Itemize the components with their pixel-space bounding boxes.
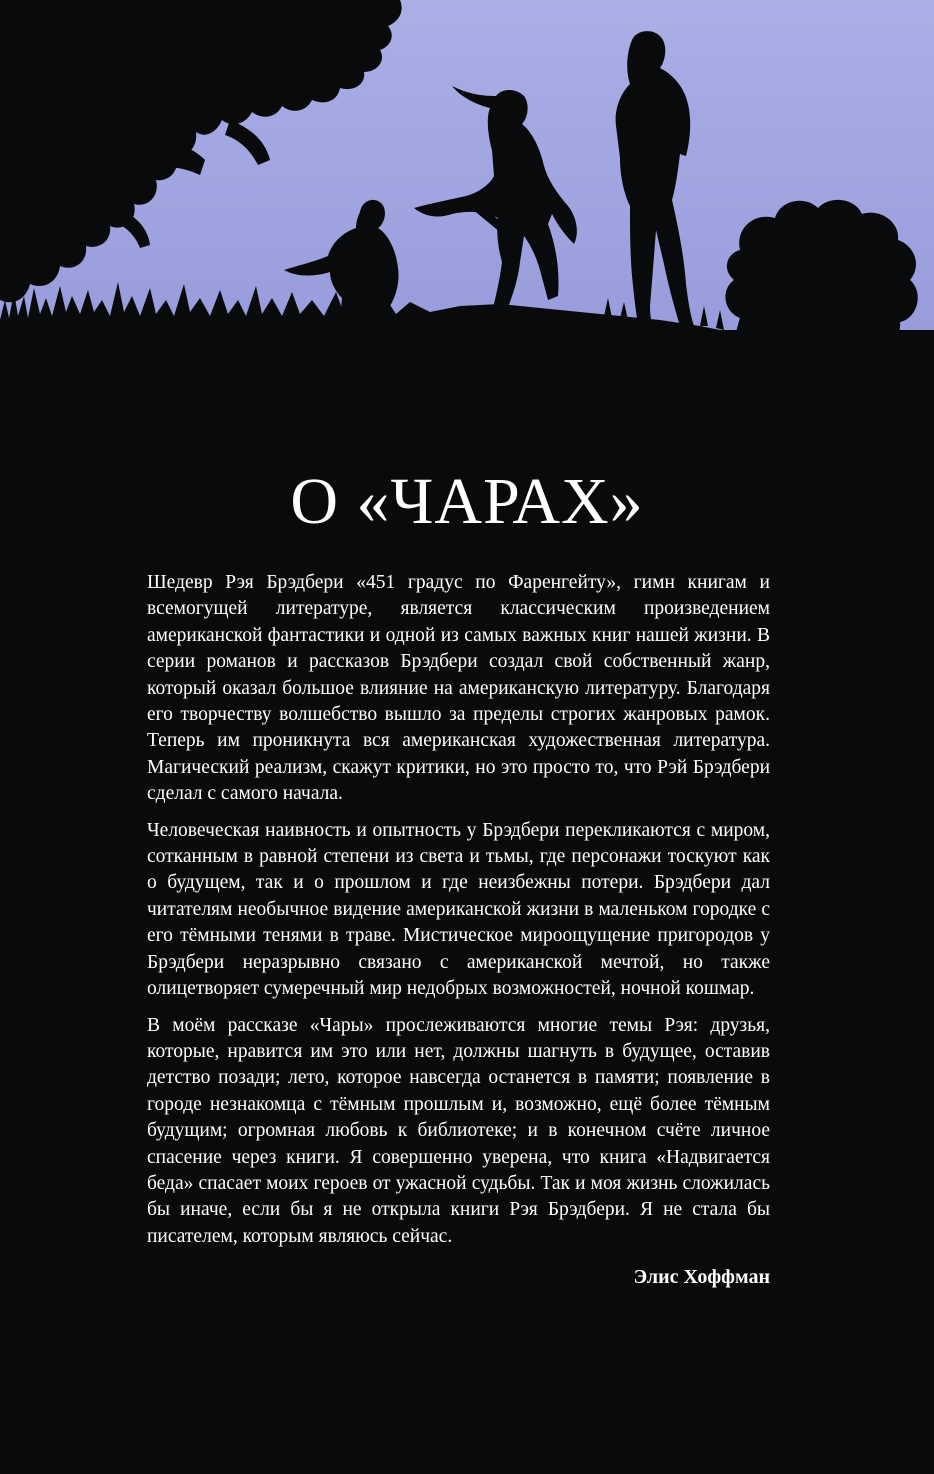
paragraph: Человеческая наивность и опытность у Брэдбери перекликаются с миром, сотканным в равной степени из света и тьмы, где персонажи тоскуют как о будущем, так и о прошлом и где неизбежны потери. Брэдбери дал читателям необычное видение американской жизни в маленьком городке с его тёмными тенями в траве. Мистическое мироощущение пригородов у Брэдбери неразрывно связано с американской мечтой, но также олицетворяет сумеречный мир недобрых возможностей, ночной кошмар. [147, 819, 770, 1000]
paragraph: В моём рассказе «Чары» прослеживаются многие темы Рэя: друзья, которые, нравится им это или нет, должны шагнуть в будущее, оставив детство позади; лето, которое навсегда останется в памяти; появление в городе незнакомца с тёмным прошлым и, возможно, ещё более тёмным будущим; огромная любовь к библиотеке; и в конечном счёте личное спасение через книги. Я совершенно уверена, что книга «Надвигается беда» спасает моих героев от ужасной судьбы. Так и моя жизнь сложилась бы иначе, если бы я не открыла книги Рэя Брэдбери. Я не стала бы писателем, которым являюсь сейчас. [147, 1014, 770, 1247]
article-body [147, 570, 770, 1290]
bush-right-silhouette [725, 200, 917, 360]
paragraph: Шедевр Рэя Брэдбери «451 градус по Фаренгейту», гимн книгам и всемогущей литературе, является классическим произведением американской фантастики и одной из самых важных книг нашей жизни. В серии романов и рассказов Брэдбери создал свой собственный жанр, который оказал большое влияние на американскую литературу. Благодаря его творчеству волшебство вышло за пределы строгих жанровых рамок. Теперь им проникнута вся американская художественная литература. Магический реализм, скажут критики, но это просто то, что Рэй Брэдбери сделал с самого начала. [147, 572, 770, 805]
author-signature: Элис Хоффман [633, 1266, 770, 1289]
header-illustration [0, 0, 934, 420]
page-title: О «ЧАРАХ» [290, 465, 644, 538]
